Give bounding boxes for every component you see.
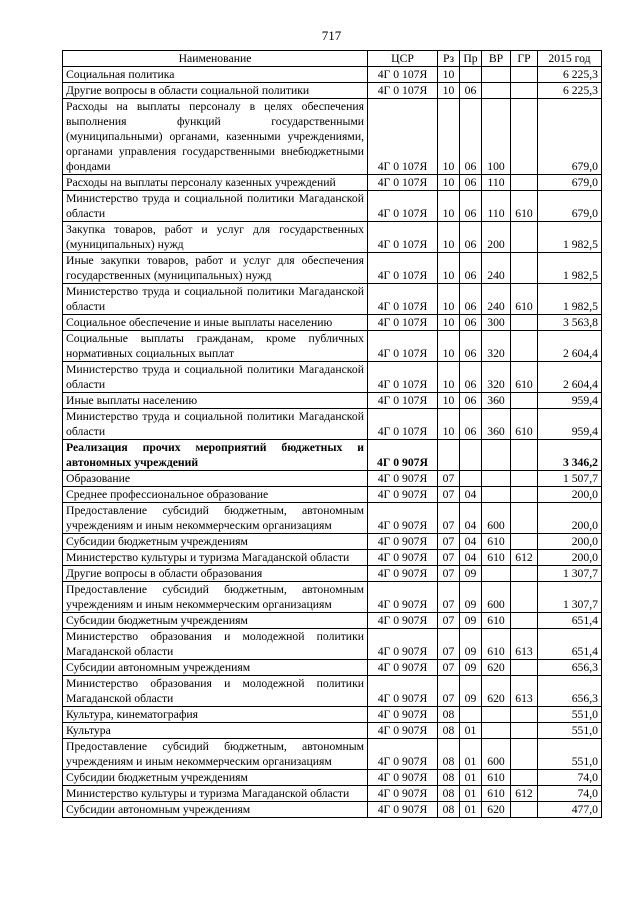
cell-gr — [511, 802, 538, 818]
cell-gr — [511, 613, 538, 629]
cell-vr: 610 — [482, 534, 511, 550]
table-row — [63, 660, 602, 676]
cell-amount: 1 307,7 — [538, 566, 602, 582]
cell-gr — [511, 739, 538, 770]
budget-table — [62, 50, 602, 818]
cell-pr — [460, 707, 482, 723]
cell-amount: 6 225,3 — [538, 83, 602, 99]
cell-gr — [511, 471, 538, 487]
cell-name: Закупка товаров, работ и услуг для государственных (муниципальных) нужд — [63, 222, 368, 253]
cell-amount: 679,0 — [538, 191, 602, 222]
cell-rz: 07 — [438, 582, 460, 613]
cell-name: Министерство труда и социальной политики Магаданской области — [63, 362, 368, 393]
cell-name: Образование — [63, 471, 368, 487]
cell-rz: 10 — [438, 362, 460, 393]
cell-rz: 07 — [438, 503, 460, 534]
cell-rz: 07 — [438, 550, 460, 566]
cell-pr: 01 — [460, 770, 482, 786]
cell-vr: 320 — [482, 362, 511, 393]
page-number: 717 — [321, 28, 342, 43]
cell-vr: 360 — [482, 393, 511, 409]
table-row — [63, 331, 602, 362]
cell-gr — [511, 67, 538, 83]
cell-name: Министерство труда и социальной политики Магаданской области — [63, 284, 368, 315]
cell-name: Иные выплаты населению — [63, 393, 368, 409]
table-row — [63, 471, 602, 487]
table-header-row — [63, 51, 602, 67]
table-row — [63, 786, 602, 802]
cell-pr: 01 — [460, 739, 482, 770]
table-row — [63, 362, 602, 393]
cell-pr: 04 — [460, 487, 482, 503]
cell-name: Субсидии автономным учреждениям — [63, 660, 368, 676]
cell-vr: 320 — [482, 331, 511, 362]
cell-vr — [482, 487, 511, 503]
cell-rz: 10 — [438, 191, 460, 222]
cell-gr — [511, 253, 538, 284]
cell-rz: 10 — [438, 99, 460, 175]
cell-rz: 10 — [438, 409, 460, 440]
cell-vr: 610 — [482, 613, 511, 629]
header-year: 2015 год — [538, 51, 602, 67]
cell-gr — [511, 660, 538, 676]
cell-csr: 4Г 0 907Я — [368, 676, 438, 707]
cell-rz: 07 — [438, 487, 460, 503]
table-row — [63, 191, 602, 222]
table-row — [63, 175, 602, 191]
table-row — [63, 676, 602, 707]
cell-rz: 10 — [438, 284, 460, 315]
cell-vr — [482, 707, 511, 723]
cell-name: Иные закупки товаров, работ и услуг для обеспечения государственных (муниципальных) нужд — [63, 253, 368, 284]
cell-amount: 1 507,7 — [538, 471, 602, 487]
cell-csr: 4Г 0 907Я — [368, 566, 438, 582]
cell-amount: 551,0 — [538, 739, 602, 770]
cell-amount: 3 346,2 — [538, 440, 602, 471]
cell-vr: 610 — [482, 629, 511, 660]
cell-rz — [438, 440, 460, 471]
cell-amount: 3 563,8 — [538, 315, 602, 331]
cell-name: Предоставление субсидий бюджетным, автономным учреждениям и иным некоммерческим организациям — [63, 582, 368, 613]
table-row — [63, 315, 602, 331]
cell-pr — [460, 67, 482, 83]
cell-gr: 610 — [511, 191, 538, 222]
table-row — [63, 99, 602, 175]
cell-rz: 10 — [438, 83, 460, 99]
cell-name: Социальные выплаты гражданам, кроме публичных нормативных социальных выплат — [63, 331, 368, 362]
cell-name: Субсидии бюджетным учреждениям — [63, 613, 368, 629]
cell-csr: 4Г 0 107Я — [368, 284, 438, 315]
cell-gr: 610 — [511, 362, 538, 393]
cell-csr: 4Г 0 907Я — [368, 613, 438, 629]
cell-csr: 4Г 0 907Я — [368, 503, 438, 534]
cell-pr: 06 — [460, 99, 482, 175]
cell-vr: 600 — [482, 503, 511, 534]
cell-amount: 1 982,5 — [538, 253, 602, 284]
cell-csr: 4Г 0 107Я — [368, 222, 438, 253]
table-row — [63, 770, 602, 786]
cell-csr: 4Г 0 907Я — [368, 802, 438, 818]
cell-amount: 74,0 — [538, 786, 602, 802]
cell-rz: 07 — [438, 471, 460, 487]
cell-amount: 656,3 — [538, 676, 602, 707]
cell-csr: 4Г 0 907Я — [368, 629, 438, 660]
cell-gr — [511, 707, 538, 723]
cell-vr: 610 — [482, 770, 511, 786]
cell-vr: 600 — [482, 582, 511, 613]
cell-rz: 10 — [438, 315, 460, 331]
cell-pr: 06 — [460, 175, 482, 191]
table-row — [63, 393, 602, 409]
cell-name: Субсидии бюджетным учреждениям — [63, 534, 368, 550]
cell-vr: 600 — [482, 739, 511, 770]
table-row — [63, 582, 602, 613]
cell-gr — [511, 582, 538, 613]
document-page — [0, 28, 640, 905]
cell-rz: 10 — [438, 175, 460, 191]
cell-vr: 620 — [482, 802, 511, 818]
cell-amount: 1 982,5 — [538, 284, 602, 315]
cell-amount: 6 225,3 — [538, 67, 602, 83]
table-row — [63, 284, 602, 315]
header-csr: ЦСР — [368, 51, 438, 67]
cell-amount: 656,3 — [538, 660, 602, 676]
cell-rz: 07 — [438, 676, 460, 707]
cell-name: Субсидии автономным учреждениям — [63, 802, 368, 818]
cell-csr: 4Г 0 907Я — [368, 770, 438, 786]
cell-gr — [511, 315, 538, 331]
cell-csr: 4Г 0 107Я — [368, 83, 438, 99]
cell-csr: 4Г 0 907Я — [368, 723, 438, 739]
cell-pr: 09 — [460, 676, 482, 707]
cell-gr — [511, 503, 538, 534]
cell-vr: 300 — [482, 315, 511, 331]
cell-gr — [511, 175, 538, 191]
cell-csr: 4Г 0 107Я — [368, 99, 438, 175]
header-gr: ГР — [511, 51, 538, 67]
cell-name: Министерство культуры и туризма Магаданской области — [63, 786, 368, 802]
cell-pr: 09 — [460, 613, 482, 629]
cell-rz: 07 — [438, 613, 460, 629]
cell-pr: 06 — [460, 191, 482, 222]
cell-vr — [482, 566, 511, 582]
cell-vr: 620 — [482, 660, 511, 676]
cell-name: Министерство культуры и туризма Магаданской области — [63, 550, 368, 566]
cell-amount: 679,0 — [538, 175, 602, 191]
cell-pr: 06 — [460, 315, 482, 331]
table-row — [63, 739, 602, 770]
cell-name: Министерство труда и социальной политики Магаданской области — [63, 191, 368, 222]
cell-vr: 620 — [482, 676, 511, 707]
header-name: Наименование — [63, 51, 368, 67]
cell-csr: 4Г 0 907Я — [368, 739, 438, 770]
cell-csr: 4Г 0 107Я — [368, 67, 438, 83]
cell-pr: 06 — [460, 222, 482, 253]
cell-name: Министерство образования и молодежной политики Магаданской области — [63, 676, 368, 707]
cell-rz: 10 — [438, 331, 460, 362]
cell-name: Социальная политика — [63, 67, 368, 83]
table-row — [63, 707, 602, 723]
cell-gr — [511, 723, 538, 739]
cell-csr: 4Г 0 107Я — [368, 331, 438, 362]
cell-gr — [511, 566, 538, 582]
cell-rz: 10 — [438, 253, 460, 284]
cell-pr — [460, 471, 482, 487]
table-row — [63, 409, 602, 440]
cell-csr: 4Г 0 907Я — [368, 534, 438, 550]
cell-amount: 551,0 — [538, 707, 602, 723]
cell-rz: 07 — [438, 629, 460, 660]
cell-amount: 1 307,7 — [538, 582, 602, 613]
header-rz: Рз — [438, 51, 460, 67]
cell-csr: 4Г 0 907Я — [368, 660, 438, 676]
cell-rz: 07 — [438, 534, 460, 550]
cell-vr: 110 — [482, 191, 511, 222]
header-pr: Пр — [460, 51, 482, 67]
cell-gr — [511, 222, 538, 253]
cell-name: Министерство образования и молодежной политики Магаданской области — [63, 629, 368, 660]
cell-vr: 240 — [482, 253, 511, 284]
cell-pr: 04 — [460, 550, 482, 566]
table-row — [63, 253, 602, 284]
table-row — [63, 534, 602, 550]
table-row — [63, 67, 602, 83]
cell-pr: 04 — [460, 503, 482, 534]
table-row — [63, 440, 602, 471]
cell-name: Другие вопросы в области образования — [63, 566, 368, 582]
cell-vr — [482, 440, 511, 471]
cell-rz: 07 — [438, 660, 460, 676]
cell-rz: 10 — [438, 393, 460, 409]
table-body — [63, 67, 602, 818]
cell-csr: 4Г 0 107Я — [368, 175, 438, 191]
cell-name: Другие вопросы в области социальной политики — [63, 83, 368, 99]
table-row — [63, 723, 602, 739]
cell-gr — [511, 487, 538, 503]
cell-rz: 07 — [438, 566, 460, 582]
table-row — [63, 566, 602, 582]
cell-amount: 200,0 — [538, 487, 602, 503]
cell-vr: 100 — [482, 99, 511, 175]
cell-rz: 08 — [438, 707, 460, 723]
cell-vr: 110 — [482, 175, 511, 191]
cell-csr: 4Г 0 907Я — [368, 707, 438, 723]
cell-pr — [460, 440, 482, 471]
cell-vr: 360 — [482, 409, 511, 440]
cell-csr: 4Г 0 107Я — [368, 191, 438, 222]
cell-rz: 08 — [438, 786, 460, 802]
cell-csr: 4Г 0 107Я — [368, 253, 438, 284]
cell-name: Расходы на выплаты персоналу казенных учреждений — [63, 175, 368, 191]
cell-pr: 09 — [460, 660, 482, 676]
header-vr: ВР — [482, 51, 511, 67]
cell-amount: 200,0 — [538, 550, 602, 566]
cell-pr: 01 — [460, 723, 482, 739]
cell-gr — [511, 83, 538, 99]
cell-name: Предоставление субсидий бюджетным, автономным учреждениям и иным некоммерческим организациям — [63, 739, 368, 770]
cell-pr: 01 — [460, 786, 482, 802]
table-row — [63, 487, 602, 503]
cell-rz: 08 — [438, 739, 460, 770]
cell-gr — [511, 534, 538, 550]
cell-gr: 613 — [511, 676, 538, 707]
cell-vr: 610 — [482, 786, 511, 802]
cell-amount: 551,0 — [538, 723, 602, 739]
cell-amount: 679,0 — [538, 99, 602, 175]
table-row — [63, 550, 602, 566]
cell-csr: 4Г 0 107Я — [368, 315, 438, 331]
cell-gr — [511, 393, 538, 409]
table-row — [63, 83, 602, 99]
cell-gr: 613 — [511, 629, 538, 660]
cell-pr: 09 — [460, 582, 482, 613]
cell-pr: 09 — [460, 566, 482, 582]
cell-csr: 4Г 0 907Я — [368, 471, 438, 487]
cell-vr: 610 — [482, 550, 511, 566]
cell-pr: 09 — [460, 629, 482, 660]
cell-gr — [511, 331, 538, 362]
cell-pr: 06 — [460, 393, 482, 409]
table-row — [63, 629, 602, 660]
cell-amount: 2 604,4 — [538, 362, 602, 393]
cell-pr: 06 — [460, 284, 482, 315]
cell-vr — [482, 723, 511, 739]
cell-gr — [511, 770, 538, 786]
cell-gr — [511, 440, 538, 471]
cell-amount: 477,0 — [538, 802, 602, 818]
table-row — [63, 222, 602, 253]
cell-name: Предоставление субсидий бюджетным, автономным учреждениям и иным некоммерческим организациям — [63, 503, 368, 534]
cell-vr: 240 — [482, 284, 511, 315]
cell-pr: 06 — [460, 331, 482, 362]
cell-csr: 4Г 0 907Я — [368, 550, 438, 566]
cell-rz: 10 — [438, 67, 460, 83]
cell-pr: 04 — [460, 534, 482, 550]
cell-gr — [511, 99, 538, 175]
cell-pr: 01 — [460, 802, 482, 818]
cell-name: Субсидии бюджетным учреждениям — [63, 770, 368, 786]
cell-vr — [482, 67, 511, 83]
cell-pr: 06 — [460, 409, 482, 440]
cell-rz: 08 — [438, 723, 460, 739]
cell-amount: 651,4 — [538, 613, 602, 629]
cell-name: Министерство труда и социальной политики Магаданской области — [63, 409, 368, 440]
cell-gr: 612 — [511, 550, 538, 566]
cell-csr: 4Г 0 907Я — [368, 440, 438, 471]
table-row — [63, 503, 602, 534]
cell-csr: 4Г 0 107Я — [368, 393, 438, 409]
cell-amount: 959,4 — [538, 393, 602, 409]
cell-amount: 200,0 — [538, 503, 602, 534]
cell-csr: 4Г 0 107Я — [368, 409, 438, 440]
cell-name: Культура — [63, 723, 368, 739]
cell-csr: 4Г 0 907Я — [368, 786, 438, 802]
cell-gr: 610 — [511, 409, 538, 440]
cell-pr: 06 — [460, 83, 482, 99]
cell-amount: 200,0 — [538, 534, 602, 550]
cell-pr: 06 — [460, 253, 482, 284]
cell-amount: 74,0 — [538, 770, 602, 786]
cell-amount: 2 604,4 — [538, 331, 602, 362]
cell-name: Реализация прочих мероприятий бюджетных и автономных учреждений — [63, 440, 368, 471]
cell-vr — [482, 83, 511, 99]
cell-pr: 06 — [460, 362, 482, 393]
table-row — [63, 802, 602, 818]
cell-amount: 959,4 — [538, 409, 602, 440]
cell-name: Расходы на выплаты персоналу в целях обеспечения выполнения функций государственными (муниципальными) органами, казенными учреждениями, органами управления государственными внебюджетными фондами — [63, 99, 368, 175]
cell-name: Среднее профессиональное образование — [63, 487, 368, 503]
cell-name: Социальное обеспечение и иные выплаты населению — [63, 315, 368, 331]
cell-gr: 610 — [511, 284, 538, 315]
cell-amount: 651,4 — [538, 629, 602, 660]
cell-vr: 200 — [482, 222, 511, 253]
cell-csr: 4Г 0 107Я — [368, 362, 438, 393]
cell-vr — [482, 471, 511, 487]
cell-rz: 08 — [438, 802, 460, 818]
cell-amount: 1 982,5 — [538, 222, 602, 253]
cell-rz: 10 — [438, 222, 460, 253]
table-row — [63, 613, 602, 629]
cell-gr: 612 — [511, 786, 538, 802]
cell-rz: 08 — [438, 770, 460, 786]
cell-name: Культура, кинематография — [63, 707, 368, 723]
cell-csr: 4Г 0 907Я — [368, 487, 438, 503]
cell-csr: 4Г 0 907Я — [368, 582, 438, 613]
